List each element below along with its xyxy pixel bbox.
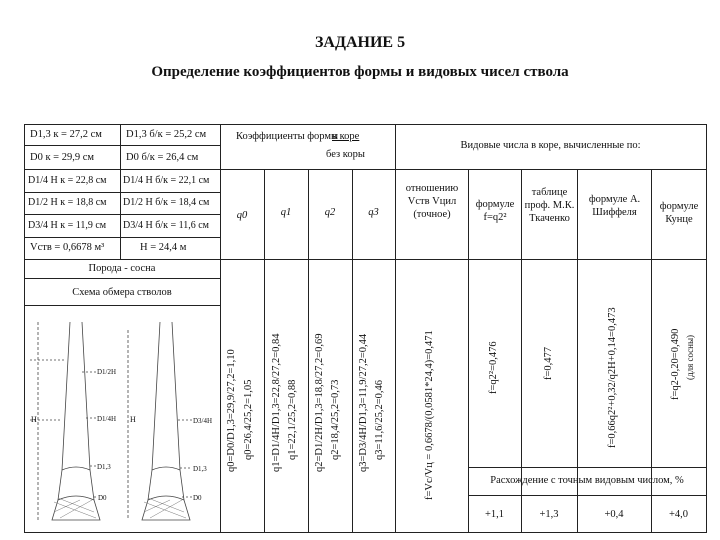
d0-bark: D0 к = 29,9 см: [30, 152, 95, 163]
d13-bark: D1,3 к = 27,2 см: [30, 129, 102, 140]
page-subtitle: Определение коэффициентов формы и видовых чисел ствола: [151, 64, 569, 80]
method-kunze: формуле Кунце: [659, 201, 699, 225]
scheme-d0: D0: [98, 494, 107, 502]
header-q0: q0: [236, 210, 248, 221]
formula-q2-bark: q2=D1/2H/D1,3=18,8/27,2=0,69: [314, 333, 325, 472]
d34-bark: D3/4 H к = 11,9 см: [28, 220, 107, 231]
method-exact: отношению Vств Vцил (точное): [405, 183, 459, 220]
f-q2: f=q2²=0,476: [488, 341, 499, 394]
d12-bark: D1/2 H к = 18,8 см: [28, 197, 107, 208]
species: Порода - сосна: [88, 263, 156, 274]
vidovye-header: Видовые числа в коре, вычисленные по:: [460, 140, 641, 151]
formula-q0-bark: q0=D0/D1,3=29,9/27,2=1,10: [226, 349, 237, 472]
method-tkachenko: таблице проф. М.К. Ткаченко: [524, 187, 575, 224]
discrepancy-schiffel: +0,4: [604, 509, 624, 520]
discrepancy-tkachenko: +1,3: [539, 509, 559, 520]
d14-nobark: D1/4 H б/к = 22,1 см: [123, 175, 210, 186]
d12-nobark: D1/2 H б/к = 18,4 см: [123, 197, 210, 208]
height: H = 24,4 м: [140, 242, 187, 253]
volume: Vств = 0,6678 м³: [30, 242, 105, 253]
header-q1: q1: [280, 207, 292, 218]
f-exact: f=Vс/Vц = 0,6678/(0,0581*24,4)=0,471: [424, 330, 435, 500]
header-q2: q2: [324, 207, 336, 218]
scheme-d0-right: D0: [193, 494, 202, 502]
scheme-h-right: H: [130, 415, 136, 424]
tree-diagram-nobark: [128, 322, 192, 520]
method-q2: формуле f=q2²: [475, 199, 515, 223]
d34-nobark: D3/4 H б/к = 11,6 см: [123, 220, 209, 231]
scheme-h-left: H: [31, 415, 37, 424]
scheme-d12: D1/2H: [97, 368, 117, 376]
formula-q0-nobark: q0=26,4/25,2=1,05: [243, 379, 254, 460]
d14-bark: D1/4 H к = 22,8 см: [28, 175, 107, 186]
scheme-d13-right: D1,3: [193, 465, 207, 473]
page-title: ЗАДАНИЕ 5: [314, 34, 406, 51]
coef-header: Коэффициенты формы: [236, 131, 339, 142]
tree-diagram-bark: [30, 322, 100, 520]
f-tkachenko: f=0,477: [543, 346, 554, 380]
formula-q2-nobark: q2=18,4/25,2=0,73: [330, 379, 341, 460]
scheme-d14: D1/4H: [97, 415, 117, 423]
method-schiffel: формуле А. Шиффеля: [588, 194, 641, 218]
scheme-d34: D3/4H: [193, 417, 213, 425]
d0-nobark: D0 б/к = 26,4 см: [126, 152, 199, 163]
formula-q1-bark: q1=D1/4H/D1,3=22,8/27,2=0,84: [271, 333, 282, 472]
discrepancy-q2: +1,1: [484, 509, 505, 520]
f-kunze-note: (для сосны): [685, 334, 695, 380]
discrepancy-label: Расхождение с точным видовым числом, %: [490, 475, 684, 486]
d13-nobark: D1,3 б/к = 25,2 см: [126, 129, 207, 140]
coef-no-bark: без коры: [326, 149, 365, 160]
formula-q3-nobark: q3=11,6/25,2=0,46: [374, 380, 385, 460]
formula-q1-nobark: q1=22,1/25,2=0,88: [287, 379, 298, 460]
header-q3: q3: [368, 207, 379, 218]
f-kunze: f=q2-0,20=0,490: [670, 328, 681, 400]
f-schiffel: f=0,66q2²+0,32/q2H+0,14=0,473: [607, 307, 618, 448]
discrepancy-kunze: +4,0: [668, 509, 689, 520]
scheme-label: Схема обмера стволов: [72, 287, 172, 298]
scheme-d13: D1,3: [97, 463, 111, 471]
coef-in-bark: в коре: [332, 131, 360, 142]
formula-q3-bark: q3=D3/4H/D1,3=11,9/27,2=0,44: [358, 333, 369, 472]
